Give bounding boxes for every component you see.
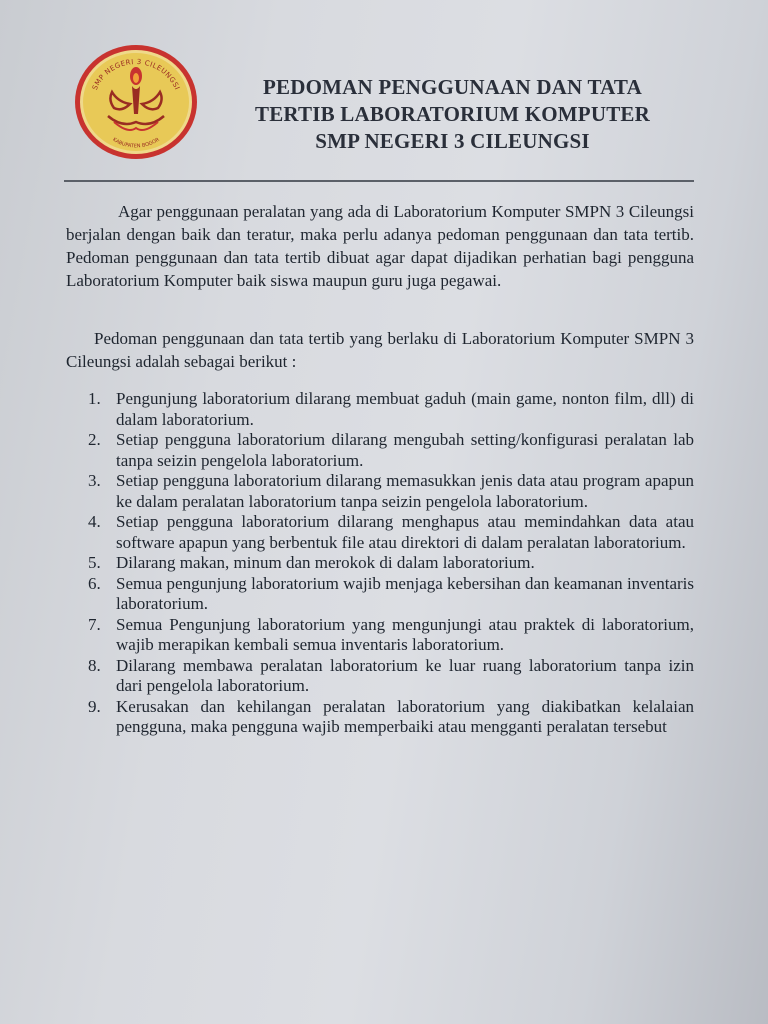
document-title — [215, 74, 690, 155]
title-line-3: SMP NEGERI 3 CILEUNGSI — [315, 129, 590, 153]
list-item-text: Setiap pengguna laboratorium dilarang mengubah setting/konfigurasi peralatan lab tanpa seizin pengelola laboratorium. — [116, 430, 694, 470]
list-item — [66, 574, 694, 615]
list-item-text: Setiap pengguna laboratorium dilarang memasukkan jenis data atau program apapun ke dalam peralatan laboratorium tanpa seizin pengelola laboratorium. — [116, 471, 694, 511]
list-item-number: 7. — [88, 614, 101, 634]
list-item-text: Dilarang membawa peralatan laboratorium ke luar ruang laboratorium tanpa izin dari pengelola laboratorium. — [116, 655, 694, 695]
rules-intro-paragraph: Pedoman penggunaan dan tata tertib yang berlaku di Laboratorium Komputer SMPN 3 Cileungsi adalah sebagai berikut : — [66, 329, 694, 371]
title-line-2: TERTIB LABORATORIUM KOMPUTER — [255, 102, 650, 126]
list-item-number: 1. — [88, 389, 101, 408]
list-item — [66, 697, 694, 738]
list-item-number: 4. — [88, 512, 101, 531]
list-item-text: Semua pengunjung laboratorium wajib menjaga kebersihan dan keamanan inventaris laboratorium. — [116, 573, 694, 613]
list-item — [66, 471, 694, 512]
list-item-number: 2. — [88, 430, 101, 449]
list-item-text: Semua Pengunjung laboratorium yang mengunjungi atau praktek di laboratorium, wajib merapikan kembali semua inventaris laboratorium. — [116, 614, 694, 654]
list-item-number: 8. — [88, 655, 101, 675]
list-item-text: Setiap pengguna laboratorium dilarang menghapus atau memindahkan data atau software apapun yang berbentuk file atau direktori di dalam peralatan laboratorium. — [116, 512, 694, 552]
list-item-number: 5. — [88, 553, 101, 572]
rules-list — [66, 389, 694, 738]
list-item — [66, 615, 694, 656]
title-line-1: PEDOMAN PENGGUNAAN DAN TATA — [263, 75, 642, 99]
logo-ring-text-bottom: KABUPATEN BOGOR — [111, 136, 161, 150]
list-item-text: Dilarang makan, minum dan merokok di dalam laboratorium. — [116, 553, 535, 572]
list-item-text: Kerusakan dan kehilangan peralatan laboratorium yang diakibatkan kelalaian pengguna, maka pengguna wajib memperbaiki atau mengganti peralatan tersebut — [116, 696, 694, 736]
list-item-number: 9. — [88, 696, 101, 716]
list-item — [66, 656, 694, 697]
list-item-text: Pengunjung laboratorium dilarang membuat gaduh (main game, nonton film, dll) di dalam laboratorium. — [116, 389, 694, 429]
list-item-number: 6. — [88, 573, 101, 593]
list-item — [66, 389, 694, 430]
list-item — [66, 430, 694, 471]
list-item — [66, 553, 694, 574]
intro-paragraph: Agar penggunaan peralatan yang ada di Laboratorium Komputer SMPN 3 Cileungsi berjalan dengan baik dan teratur, maka perlu adanya pedoman penggunaan dan tata tertib. Pedoman penggunaan dan tata tertib dibuat agar dapat dijadikan perhatian bagi pengguna Laboratorium Komputer baik siswa maupun guru juga pegawai. — [66, 202, 694, 290]
logo-ring-text-top: SMP NEGERI 3 CILEUNGSI — [90, 57, 182, 92]
list-item — [66, 512, 694, 553]
header-divider — [64, 180, 694, 182]
school-logo-icon — [72, 42, 200, 162]
list-item-number: 3. — [88, 471, 101, 490]
